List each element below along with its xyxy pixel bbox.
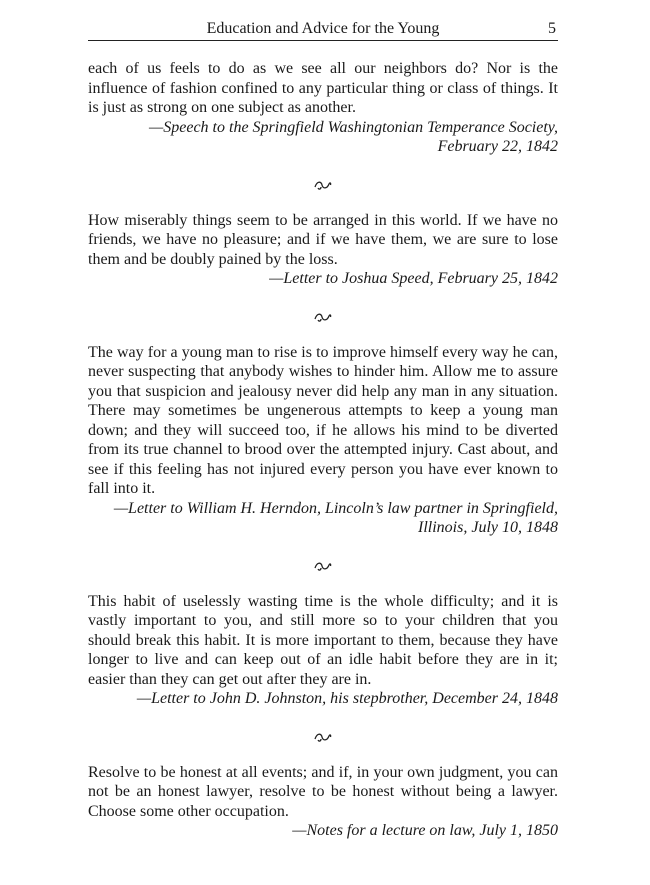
running-head [88, 18, 558, 41]
quote-text: The way for a young man to rise is to improve himself every way he can, never suspecting that anybody wishes to hinder him. Allow me to assure you that suspicion and jealousy never did help any man in any situation. There may sometimes be ungenerous attempts to keep a young man down; and they will succeed too, if he allows his mind to be diverted from its true channel to brood over the attempted injury. Cast about, and see if this feeling has not injured every person you have ever known to fall into it. [88, 343, 558, 497]
fleuron-icon [88, 727, 558, 747]
quote-block [88, 592, 558, 709]
quote-attribution-line: —Letter to Joshua Speed, February 25, 1842 [269, 270, 558, 287]
quote-block [88, 211, 558, 289]
quote-text: How miserably things seem to be arranged in this world. If we have no friends, we have no pleasure; and if we have them, we are sure to lose them and be doubly pained by the loss. [88, 211, 558, 268]
book-page [88, 18, 558, 841]
quote-attribution-line: —Notes for a lecture on law, July 1, 1850 [292, 822, 558, 839]
quote-block [88, 59, 558, 157]
fleuron-icon [88, 307, 558, 327]
running-head-title: Education and Advice for the Young [206, 20, 440, 37]
quote-block [88, 343, 558, 538]
fleuron-icon [88, 175, 558, 195]
quote-attribution-line: February 22, 1842 [437, 138, 558, 155]
quote-attribution-line: —Letter to John D. Johnston, his stepbrother, December 24, 1848 [136, 690, 558, 707]
quote-attribution-line: Illinois, July 10, 1848 [418, 519, 558, 536]
quote-text: This habit of uselessly wasting time is the whole difficulty; and it is vastly important to you, and still more so to your children that you should break this habit. It is more important to them, because they have longer to live and can keep out of an idle habit before they are in it; easier than they can get out after they are in. [88, 592, 558, 688]
page-number: 5 [548, 20, 556, 37]
quote-text: each of us feels to do as we see all our neighbors do? Nor is the influence of fashion confined to any particular thing or class of things. It is just as strong on one subject as another. [88, 60, 558, 116]
quote-attribution-line: —Letter to William H. Herndon, Lincoln’s law partner in Springfield, [113, 499, 558, 517]
quote-block [88, 763, 558, 841]
fleuron-icon [88, 556, 558, 576]
quote-attribution-line: —Speech to the Springfield Washingtonian Temperance Society, [149, 118, 558, 136]
quote-text: Resolve to be honest at all events; and if, in your own judgment, you can not be an honest lawyer, resolve to be honest without being a lawyer. Choose some other occupation. [88, 763, 558, 820]
